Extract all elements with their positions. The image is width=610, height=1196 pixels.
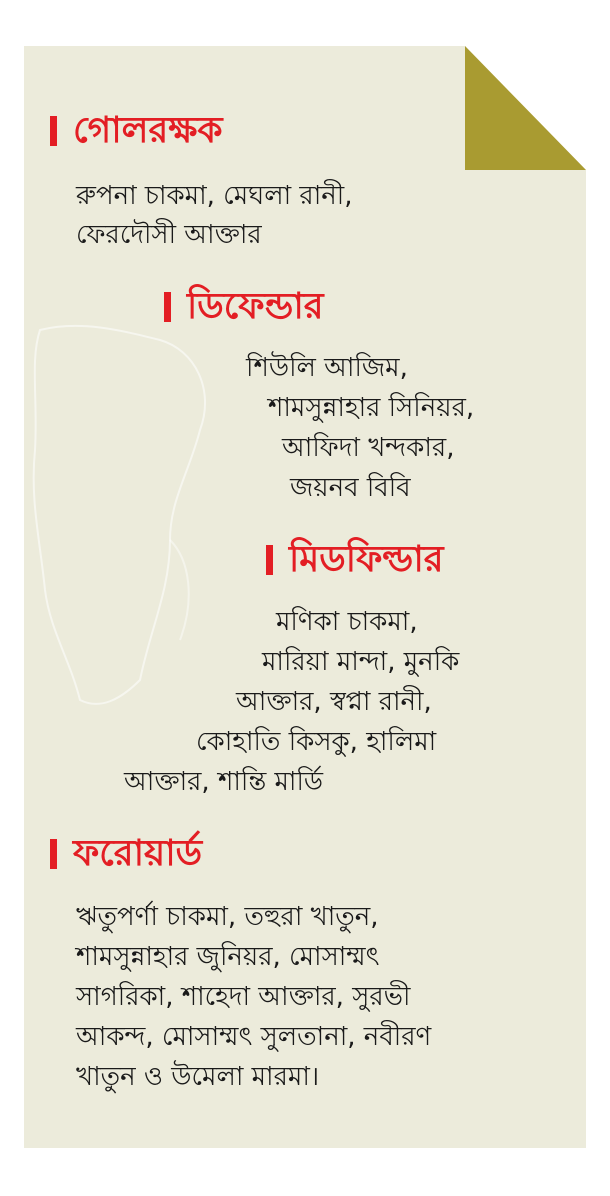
forwards-line-5: খাতুন ও উমেলা মারমা। [76,1062,320,1092]
forwards-title: ফরোয়ার্ড [73,833,203,874]
heading-marker [164,292,171,322]
defenders-line-1: শিউলি আজিম, [246,353,408,383]
forwards-line-4: আকন্দ, মোসাম্মৎ সুলতানা, নবীরণ [76,1022,432,1052]
forwards-heading [50,833,203,874]
folded-corner [465,46,586,170]
goalkeepers-line-1: রুপনা চাকমা, মেঘলা রানী, [76,181,353,211]
forwards-line-3: সাগরিকা, শাহেদা আক্তার, সুরভী [76,982,411,1012]
midfielders-title: মিডফিল্ডার [289,539,444,580]
goalkeepers-line-2: ফেরদৌসী আক্তার [76,220,262,250]
defenders-line-2: শামসুন্নাহার সিনিয়র, [268,393,475,423]
forwards-line-2: শামসুন্নাহার জুনিয়র, মোসাম্মৎ [76,942,380,972]
heading-marker [50,116,57,146]
heading-marker [50,839,57,869]
defenders-heading [164,286,324,327]
midfielders-line-3: আক্তার, স্বপ্না রানী, [236,687,432,717]
defenders-line-4: জয়নব বিবি [290,473,411,503]
midfielders-line-1: মণিকা চাকমা, [276,607,418,637]
midfielders-line-4: কোহাতি কিসকু, হালিমা [196,727,437,757]
defenders-line-3: আফিদা খন্দকার, [282,433,455,463]
midfielders-line-2: মারিয়া মান্দা, মুনকি [262,647,460,677]
midfielders-line-5: আক্তার, শান্তি মার্ডি [124,767,324,797]
forwards-line-1: ঋতুপর্ণা চাকমা, তহুরা খাতুন, [76,902,379,932]
goalkeepers-title: গোলরক্ষক [73,110,223,151]
goalkeepers-heading [50,110,223,151]
defenders-title: ডিফেন্ডার [187,286,324,327]
midfielders-heading [266,539,444,580]
heading-marker [266,545,273,575]
